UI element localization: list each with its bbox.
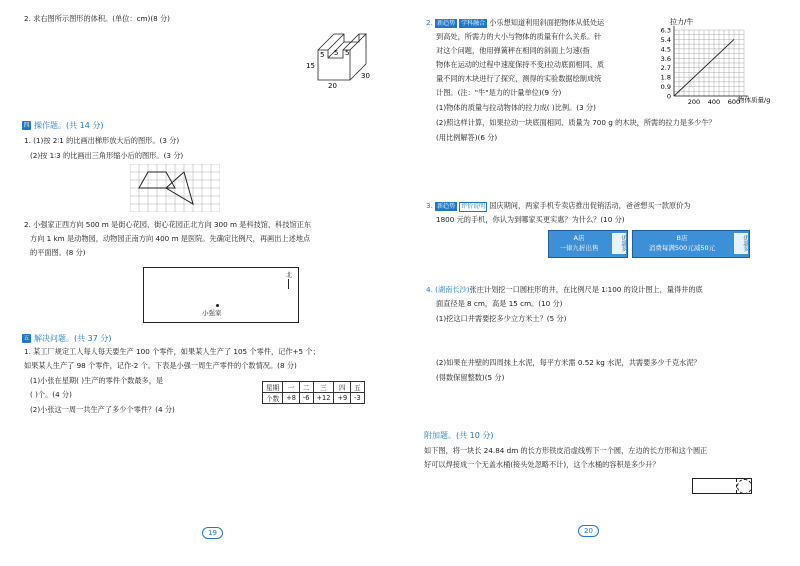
table-cell: -6 <box>299 393 313 404</box>
fig-label-20: 20 <box>328 82 337 90</box>
section-title: 附加题。(共 10 分) <box>424 431 494 440</box>
section-solve <box>22 333 112 344</box>
sheet-figure <box>692 478 752 494</box>
q4-line2: 面直径是 8 cm，高是 15 cm。(10 分) <box>436 299 563 308</box>
table-cell: 四 <box>334 382 351 393</box>
q4-line4: (2)如果在井壁的四周抹上水泥，每平方米需 0.52 kg 水泥，共需要多少千克水泥？ <box>436 358 701 367</box>
q4-region-tag: 湖南长沙 <box>437 285 467 294</box>
s1-line3: (1)小张在星期( )生产的零件个数最多，是 <box>30 376 164 385</box>
x-tick-label: 200 <box>687 98 701 106</box>
table-cell: 二 <box>299 382 313 393</box>
q3-line1: 3. 新趋势 评价说明 国庆期间，两家手机专卖店推出促销活动，爸爸想买一款原价为 <box>426 201 691 210</box>
tag-subject: 学科融合 <box>461 20 486 27</box>
map-box <box>143 267 299 323</box>
q3-text: 国庆期间，两家手机专卖店推出促销活动，爸爸想买一款原价为 <box>489 201 691 210</box>
q2-line5: 量不同的木块进行了探究，测得的实验数据绘制成统 <box>436 74 602 83</box>
tag-trend: 新趋势 <box>437 203 456 210</box>
table-cell: +12 <box>313 393 334 404</box>
store-a-badge: 优惠多 <box>612 233 626 254</box>
section-title: 操作题。(共 14 分) <box>34 121 104 130</box>
table-row <box>263 393 365 404</box>
store-a-card <box>548 230 628 258</box>
s1-line4: ( )个。(4 分) <box>30 390 72 399</box>
q2-line2: 到高处，所需力的大小与物体的质量有什么关系。针 <box>436 32 602 41</box>
q4-line5: (得数保留整数)(5 分) <box>436 373 505 382</box>
north-arrow-icon <box>288 279 289 289</box>
x-tick-label: 400 <box>707 98 721 106</box>
q2-line1: 2. 新趋势 学科融合 小乐想知道利用斜面把物体从低处运 <box>426 18 605 27</box>
extra-line2: 好可以焊接成一个无盖水桶(接头处忽略不计)，这个水桶的容积是多少升？ <box>424 460 660 469</box>
store-a-name: A店 <box>573 234 585 242</box>
table-cell: 星期 <box>263 382 283 393</box>
op2-line2: 方向 1 km 是动物园，动物园正南方向 400 m 是医院。先确定比例尺，再画出上述地点 <box>30 234 311 243</box>
section-extra <box>424 430 494 441</box>
home-label: 小强家 <box>202 309 222 317</box>
right-page <box>400 0 800 566</box>
s1-line1: 1. 某工厂规定工人每人每天要生产 100 个零件，如果某人生产了 105 个零件，记作+5 个； <box>24 347 320 356</box>
section-operations <box>22 120 104 131</box>
y-tick-label: 2.7 <box>660 64 671 73</box>
op2-line1: 2. 小强家正西方向 500 m 是街心花园，街心花园正北方向 300 m 是科技馆，科技馆正东 <box>24 220 312 229</box>
fig-label-30: 30 <box>361 72 370 80</box>
q2-line6: 计图。(注："牛"是力的计量单位)(9 分) <box>436 88 562 97</box>
x-tick-label: 600 <box>727 98 741 106</box>
tag-evaluation: 评价说明 <box>461 203 486 210</box>
store-b-name: B店 <box>676 234 688 242</box>
q2-line8: (2)照这样计算，如果拉动一块底面相同、质量为 700 g 的木块，所需的拉力是多少牛？ <box>436 118 716 127</box>
north-label: 北 <box>285 272 292 279</box>
y-tick-label: 1.8 <box>660 73 671 82</box>
y-tick-label: 5.4 <box>660 35 671 44</box>
volume-figure <box>298 22 388 92</box>
table-cell: 五 <box>351 382 365 393</box>
store-b-offer: 消费每满500元减50元 <box>648 244 716 252</box>
section-title: 解决问题。(共 37 分) <box>34 334 112 343</box>
q2-line7: (1)物体的质量与拉动物体的拉力成( )比例。(3 分) <box>436 103 596 112</box>
y-tick-label: 6.3 <box>660 26 671 35</box>
y-tick-label: 0.9 <box>660 83 671 92</box>
q2-line9: (用比例解答)(6 分) <box>436 133 498 142</box>
chart-xlabel: 物体质量/g <box>738 96 771 104</box>
table-cell: +8 <box>283 393 300 404</box>
fig-label-5b: 5 <box>334 49 339 57</box>
page-number: 20 <box>578 525 599 537</box>
table-header-row <box>263 382 365 393</box>
tag-trend: 新趋势 <box>437 20 456 27</box>
y-tick-label: 4.5 <box>660 45 671 54</box>
store-b-badge: 优惠多 <box>734 233 748 254</box>
fig-label-15: 15 <box>306 62 315 70</box>
section-icon: 四 <box>23 122 30 129</box>
production-table <box>262 381 365 404</box>
q4-line3: (1)挖这口井需要挖多少立方米土？(5 分) <box>436 314 567 323</box>
y-tick-label: 0 <box>666 92 671 101</box>
q4-line1: 4. (湖南长沙)张庄计划挖一口圆柱形的井，在比例尺是 1∶100 的设计图上，量得井的底 <box>426 285 703 294</box>
s1-line5: (2)小张这一周一共生产了多少个零件？(4 分) <box>30 405 175 414</box>
home-dot <box>216 304 219 307</box>
page-number: 19 <box>202 527 223 539</box>
extra-line1: 如下图，将一块长 24.84 dm 的长方形铁皮沿虚线剪下一个圆，左边的长方形和这个圆正 <box>424 446 708 455</box>
q3-line2: 1800 元的手机，你认为到哪家买更实惠？为什么？(10 分) <box>436 215 625 224</box>
q2-volume: 2. 求右图所示图形的体积。(单位：cm)(8 分) <box>24 14 170 23</box>
cut-circle <box>737 479 752 494</box>
fig-label-5a: 5 <box>320 51 325 59</box>
q2-line3: 对这个问题，他用弹簧秤在相同的斜面上匀速(指 <box>436 46 590 55</box>
table-cell: 一 <box>283 382 300 393</box>
fig-label-5c: 5 <box>345 49 350 57</box>
op2-line3: 的平面图。(8 分) <box>30 248 86 257</box>
q2-line4: 物体在运动的过程中速度保持不变)拉动底面相同、质 <box>436 60 605 69</box>
s1-line2: 如果某人生产了 98 个零件，记作-2 个。下表是小强一周生产零件的个数情况。(8 分) <box>24 361 297 370</box>
force-chart <box>636 14 776 114</box>
chart-ylabel: 拉力/牛 <box>670 18 694 26</box>
q4-text: 张庄计划挖一口圆柱形的井，在比例尺是 1∶100 的设计图上，量得井的底 <box>469 285 703 294</box>
op1-sub: (2)按 1∶3 的比画出三角形缩小后的图形。(3 分) <box>30 151 184 160</box>
y-tick-label: 3.6 <box>660 54 671 63</box>
op1-title: 1. (1)按 2∶1 的比画出梯形放大后的图形。(3 分) <box>24 136 180 145</box>
q2-text: 小乐想知道利用斜面把物体从低处运 <box>489 18 605 27</box>
table-cell: -3 <box>351 393 365 404</box>
table-cell: 个数 <box>263 393 283 404</box>
section-icon: 五 <box>23 335 30 342</box>
north-arrow <box>286 270 292 289</box>
table-cell: 三 <box>313 382 334 393</box>
table-cell: +9 <box>334 393 351 404</box>
drawing-grid <box>130 164 220 212</box>
store-b-card <box>632 230 750 258</box>
store-a-offer: 一律九折出售 <box>559 244 599 252</box>
